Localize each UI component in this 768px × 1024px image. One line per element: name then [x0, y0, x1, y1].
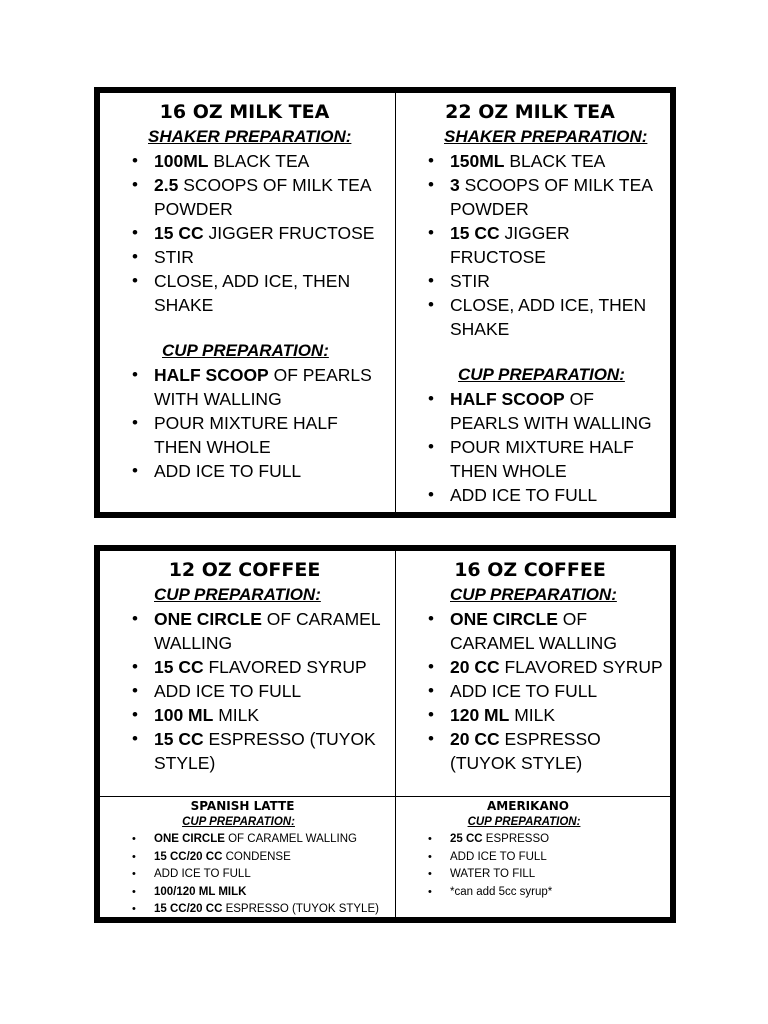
- step-emphasis: 15 CC/20 CC: [154, 850, 223, 863]
- step-text: OF PEARLS WITH WALLING: [450, 389, 652, 433]
- bullet-icon: •: [132, 729, 138, 748]
- step-emphasis: 150ML: [450, 151, 505, 171]
- bullet-icon: •: [132, 705, 138, 724]
- step-text: ESPRESSO: [482, 833, 550, 845]
- list-item: [100, 849, 395, 867]
- step-text: OF CARAMEL WALLING: [450, 609, 617, 653]
- cup-preparation-label: CUP PREPARATION:: [154, 585, 321, 604]
- list-item: [100, 149, 395, 173]
- list-item: [396, 435, 670, 483]
- bullet-icon: •: [428, 868, 432, 880]
- recipe-title: 12 OZ COFFEE: [168, 559, 321, 581]
- step-text: ADD ICE TO FULL: [450, 850, 547, 863]
- step-emphasis: 20 CC: [450, 729, 500, 749]
- cup-steps-list: [100, 831, 395, 917]
- step-text: CLOSE, ADD ICE, THEN SHAKE: [450, 295, 647, 339]
- cup-preparation-label: CUP PREPARATION:: [182, 816, 295, 828]
- coffee-12oz-cell: [100, 551, 396, 796]
- list-item: [100, 173, 395, 221]
- bullet-icon: •: [428, 657, 434, 676]
- step-emphasis: 100/120 ML MILK: [154, 885, 247, 898]
- step-emphasis: 15 CC: [154, 729, 204, 749]
- step-text: SCOOPS OF MILK TEA POWDER: [154, 175, 371, 219]
- bullet-icon: •: [132, 850, 136, 863]
- bullet-icon: •: [428, 485, 434, 504]
- cup-steps-list: [396, 387, 670, 507]
- step-text: JIGGER FRUCTOSE: [203, 223, 375, 243]
- list-item: [100, 411, 395, 459]
- list-item: [100, 901, 395, 917]
- step-text: OF CARAMEL WALLING: [154, 609, 380, 653]
- cup-preparation-label: CUP PREPARATION:: [162, 341, 329, 360]
- milk-tea-16oz-cell: [100, 93, 396, 512]
- shaker-steps-list: [396, 149, 670, 341]
- step-text: ADD ICE TO FULL: [154, 868, 251, 880]
- step-emphasis: 15 CC: [450, 223, 500, 243]
- bullet-icon: •: [132, 365, 138, 384]
- bullet-icon: •: [132, 223, 138, 242]
- step-text: BLACK TEA: [504, 151, 606, 171]
- step-text: POUR MIXTURE HALF THEN WHOLE: [154, 413, 338, 457]
- step-text: STIR: [154, 247, 194, 267]
- list-item: [396, 483, 670, 507]
- bullet-icon: •: [132, 413, 138, 432]
- milk-tea-card: [94, 87, 676, 518]
- step-emphasis: HALF SCOOP: [154, 365, 269, 385]
- step-text: STIR: [450, 271, 490, 291]
- cup-preparation-label: CUP PREPARATION:: [467, 816, 581, 828]
- list-item: [396, 387, 670, 435]
- step-text: MILK: [213, 705, 260, 725]
- list-item: [396, 607, 670, 655]
- bullet-icon: •: [428, 681, 434, 700]
- amerikano-cell: [396, 796, 670, 917]
- list-item: [396, 727, 670, 775]
- cup-steps-list: [100, 363, 395, 483]
- cup-steps-list: [396, 831, 670, 901]
- list-item: [396, 655, 670, 679]
- bullet-icon: •: [428, 885, 432, 898]
- step-text: FLAVORED SYRUP: [499, 657, 663, 677]
- cup-steps-list: [396, 607, 670, 775]
- bullet-icon: •: [132, 461, 138, 480]
- bullet-icon: •: [428, 175, 434, 194]
- recipe-title: SPANISH LATTE: [190, 799, 295, 813]
- bullet-icon: •: [132, 903, 136, 915]
- step-text: ESPRESSO (TUYOK STYLE): [154, 729, 376, 773]
- step-emphasis: 15 CC/20 CC: [154, 903, 223, 915]
- bullet-icon: •: [428, 271, 434, 290]
- step-text: CLOSE, ADD ICE, THEN SHAKE: [154, 271, 351, 315]
- recipe-title: 16 OZ COFFEE: [454, 559, 606, 581]
- list-item: [396, 703, 670, 727]
- list-item: [396, 269, 670, 293]
- list-item: [396, 866, 670, 884]
- list-item: [100, 459, 395, 483]
- step-emphasis: ONE CIRCLE: [154, 609, 262, 629]
- list-item: [396, 849, 670, 867]
- list-item: [396, 149, 670, 173]
- step-text: OF PEARLS WITH WALLING: [154, 365, 372, 409]
- list-item: [100, 363, 395, 411]
- step-text: FLAVORED SYRUP: [203, 657, 367, 677]
- list-item: [100, 245, 395, 269]
- step-text: ADD ICE TO FULL: [450, 485, 598, 505]
- bullet-icon: •: [428, 223, 434, 242]
- step-text: SCOOPS OF MILK TEA POWDER: [450, 175, 652, 219]
- list-item: [100, 866, 395, 884]
- list-item: [396, 679, 670, 703]
- bullet-icon: •: [428, 389, 434, 408]
- step-emphasis: ONE CIRCLE: [450, 609, 558, 629]
- recipe-title: 16 OZ MILK TEA: [159, 101, 330, 123]
- recipe-title: 22 OZ MILK TEA: [445, 101, 615, 123]
- bullet-icon: •: [132, 151, 138, 170]
- step-text: WATER TO FILL: [450, 868, 536, 880]
- list-item: [100, 655, 395, 679]
- bullet-icon: •: [132, 833, 136, 845]
- step-text: ADD ICE TO FULL: [450, 681, 598, 701]
- list-item: [396, 173, 670, 221]
- bullet-icon: •: [132, 247, 138, 266]
- shaker-preparation-label: SHAKER PREPARATION:: [148, 127, 352, 146]
- step-emphasis: 120 ML: [450, 705, 510, 725]
- step-text: CONDENSE: [222, 850, 291, 863]
- bullet-icon: •: [428, 833, 432, 845]
- step-emphasis: 100 ML: [154, 705, 214, 725]
- shaker-preparation-label: SHAKER PREPARATION:: [444, 127, 648, 146]
- list-item: [100, 607, 395, 655]
- bullet-icon: •: [132, 609, 138, 628]
- recipe-title: AMERIKANO: [487, 799, 569, 813]
- list-item: [396, 221, 670, 269]
- step-text: BLACK TEA: [208, 151, 310, 171]
- list-item: [100, 703, 395, 727]
- list-item: [100, 679, 395, 703]
- list-item: [396, 884, 670, 902]
- list-item: [100, 269, 395, 317]
- step-text: *can add 5cc syrup*: [450, 885, 553, 898]
- bullet-icon: •: [428, 850, 432, 863]
- step-emphasis: ONE CIRCLE: [154, 833, 225, 845]
- bullet-icon: •: [428, 729, 434, 748]
- bullet-icon: •: [428, 609, 434, 628]
- cup-preparation-label: CUP PREPARATION:: [458, 365, 625, 384]
- bullet-icon: •: [132, 175, 138, 194]
- bullet-icon: •: [428, 705, 434, 724]
- coffee-card: [94, 545, 676, 923]
- step-emphasis: 15 CC: [154, 657, 204, 677]
- coffee-16oz-cell: [396, 551, 670, 796]
- step-text: JIGGER FRUCTOSE: [450, 223, 570, 267]
- step-text: ADD ICE TO FULL: [154, 681, 302, 701]
- step-emphasis: 15 CC: [154, 223, 204, 243]
- bullet-icon: •: [428, 295, 434, 314]
- list-item: [100, 884, 395, 902]
- cup-preparation-label: CUP PREPARATION:: [450, 585, 617, 604]
- step-emphasis: 2.5: [154, 175, 179, 195]
- list-item: [396, 293, 670, 341]
- step-text: ESPRESSO (TUYOK STYLE): [450, 729, 601, 773]
- step-emphasis: 20 CC: [450, 657, 500, 677]
- step-text: OF CARAMEL WALLING: [224, 833, 357, 845]
- bullet-icon: •: [132, 271, 138, 290]
- step-text: ESPRESSO (TUYOK STYLE): [222, 903, 379, 915]
- spanish-latte-cell: [100, 796, 396, 917]
- step-text: MILK: [509, 705, 556, 725]
- step-text: ADD ICE TO FULL: [154, 461, 302, 481]
- list-item: [100, 831, 395, 849]
- step-emphasis: 100ML: [154, 151, 209, 171]
- step-text: POUR MIXTURE HALF THEN WHOLE: [450, 437, 634, 481]
- step-emphasis: 25 CC: [450, 833, 483, 845]
- bullet-icon: •: [132, 868, 136, 880]
- list-item: [100, 221, 395, 245]
- list-item: [396, 831, 670, 849]
- bullet-icon: •: [132, 657, 138, 676]
- bullet-icon: •: [132, 885, 136, 898]
- step-emphasis: HALF SCOOP: [450, 389, 565, 409]
- list-item: [100, 727, 395, 775]
- bullet-icon: •: [132, 681, 138, 700]
- bullet-icon: •: [428, 437, 434, 456]
- shaker-steps-list: [100, 149, 395, 317]
- bullet-icon: •: [428, 151, 434, 170]
- cup-steps-list: [100, 607, 395, 775]
- step-emphasis: 3: [450, 175, 460, 195]
- milk-tea-22oz-cell: [396, 93, 670, 512]
